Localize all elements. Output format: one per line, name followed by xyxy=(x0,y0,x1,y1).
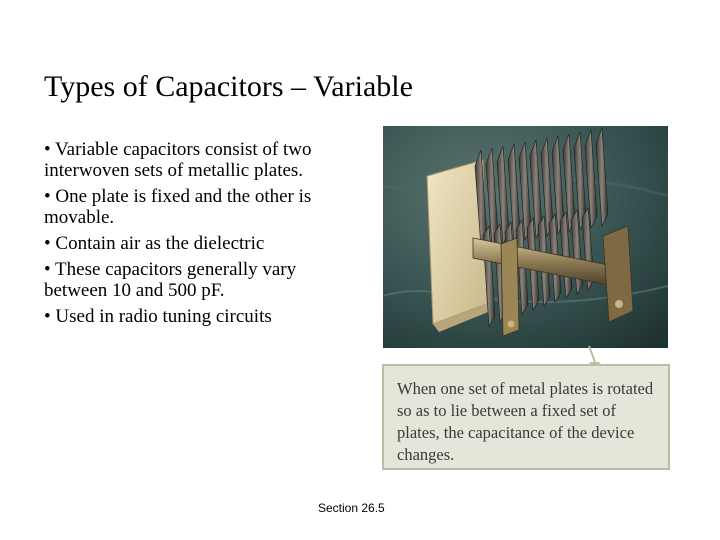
variable-capacitor-photo xyxy=(383,126,668,348)
bullet-item: • These capacitors generally vary between 10 and 500 pF. xyxy=(44,259,297,301)
bullet-item: • Used in radio tuning circuits xyxy=(44,306,272,327)
bullet-item: • Variable capacitors consist of two interwoven sets of metallic plates. xyxy=(44,139,312,181)
section-footer: Section 26.5 xyxy=(318,501,385,515)
bullet-item: • One plate is fixed and the other is movable. xyxy=(44,186,312,228)
slide-title: Types of Capacitors – Variable xyxy=(44,70,413,103)
photo-caption: When one set of metal plates is rotated so as to lie between a fixed set of plates, the capacitance of the device changes. xyxy=(382,364,670,470)
bullet-item: • Contain air as the dielectric xyxy=(44,233,265,254)
bullet-list xyxy=(44,139,354,332)
